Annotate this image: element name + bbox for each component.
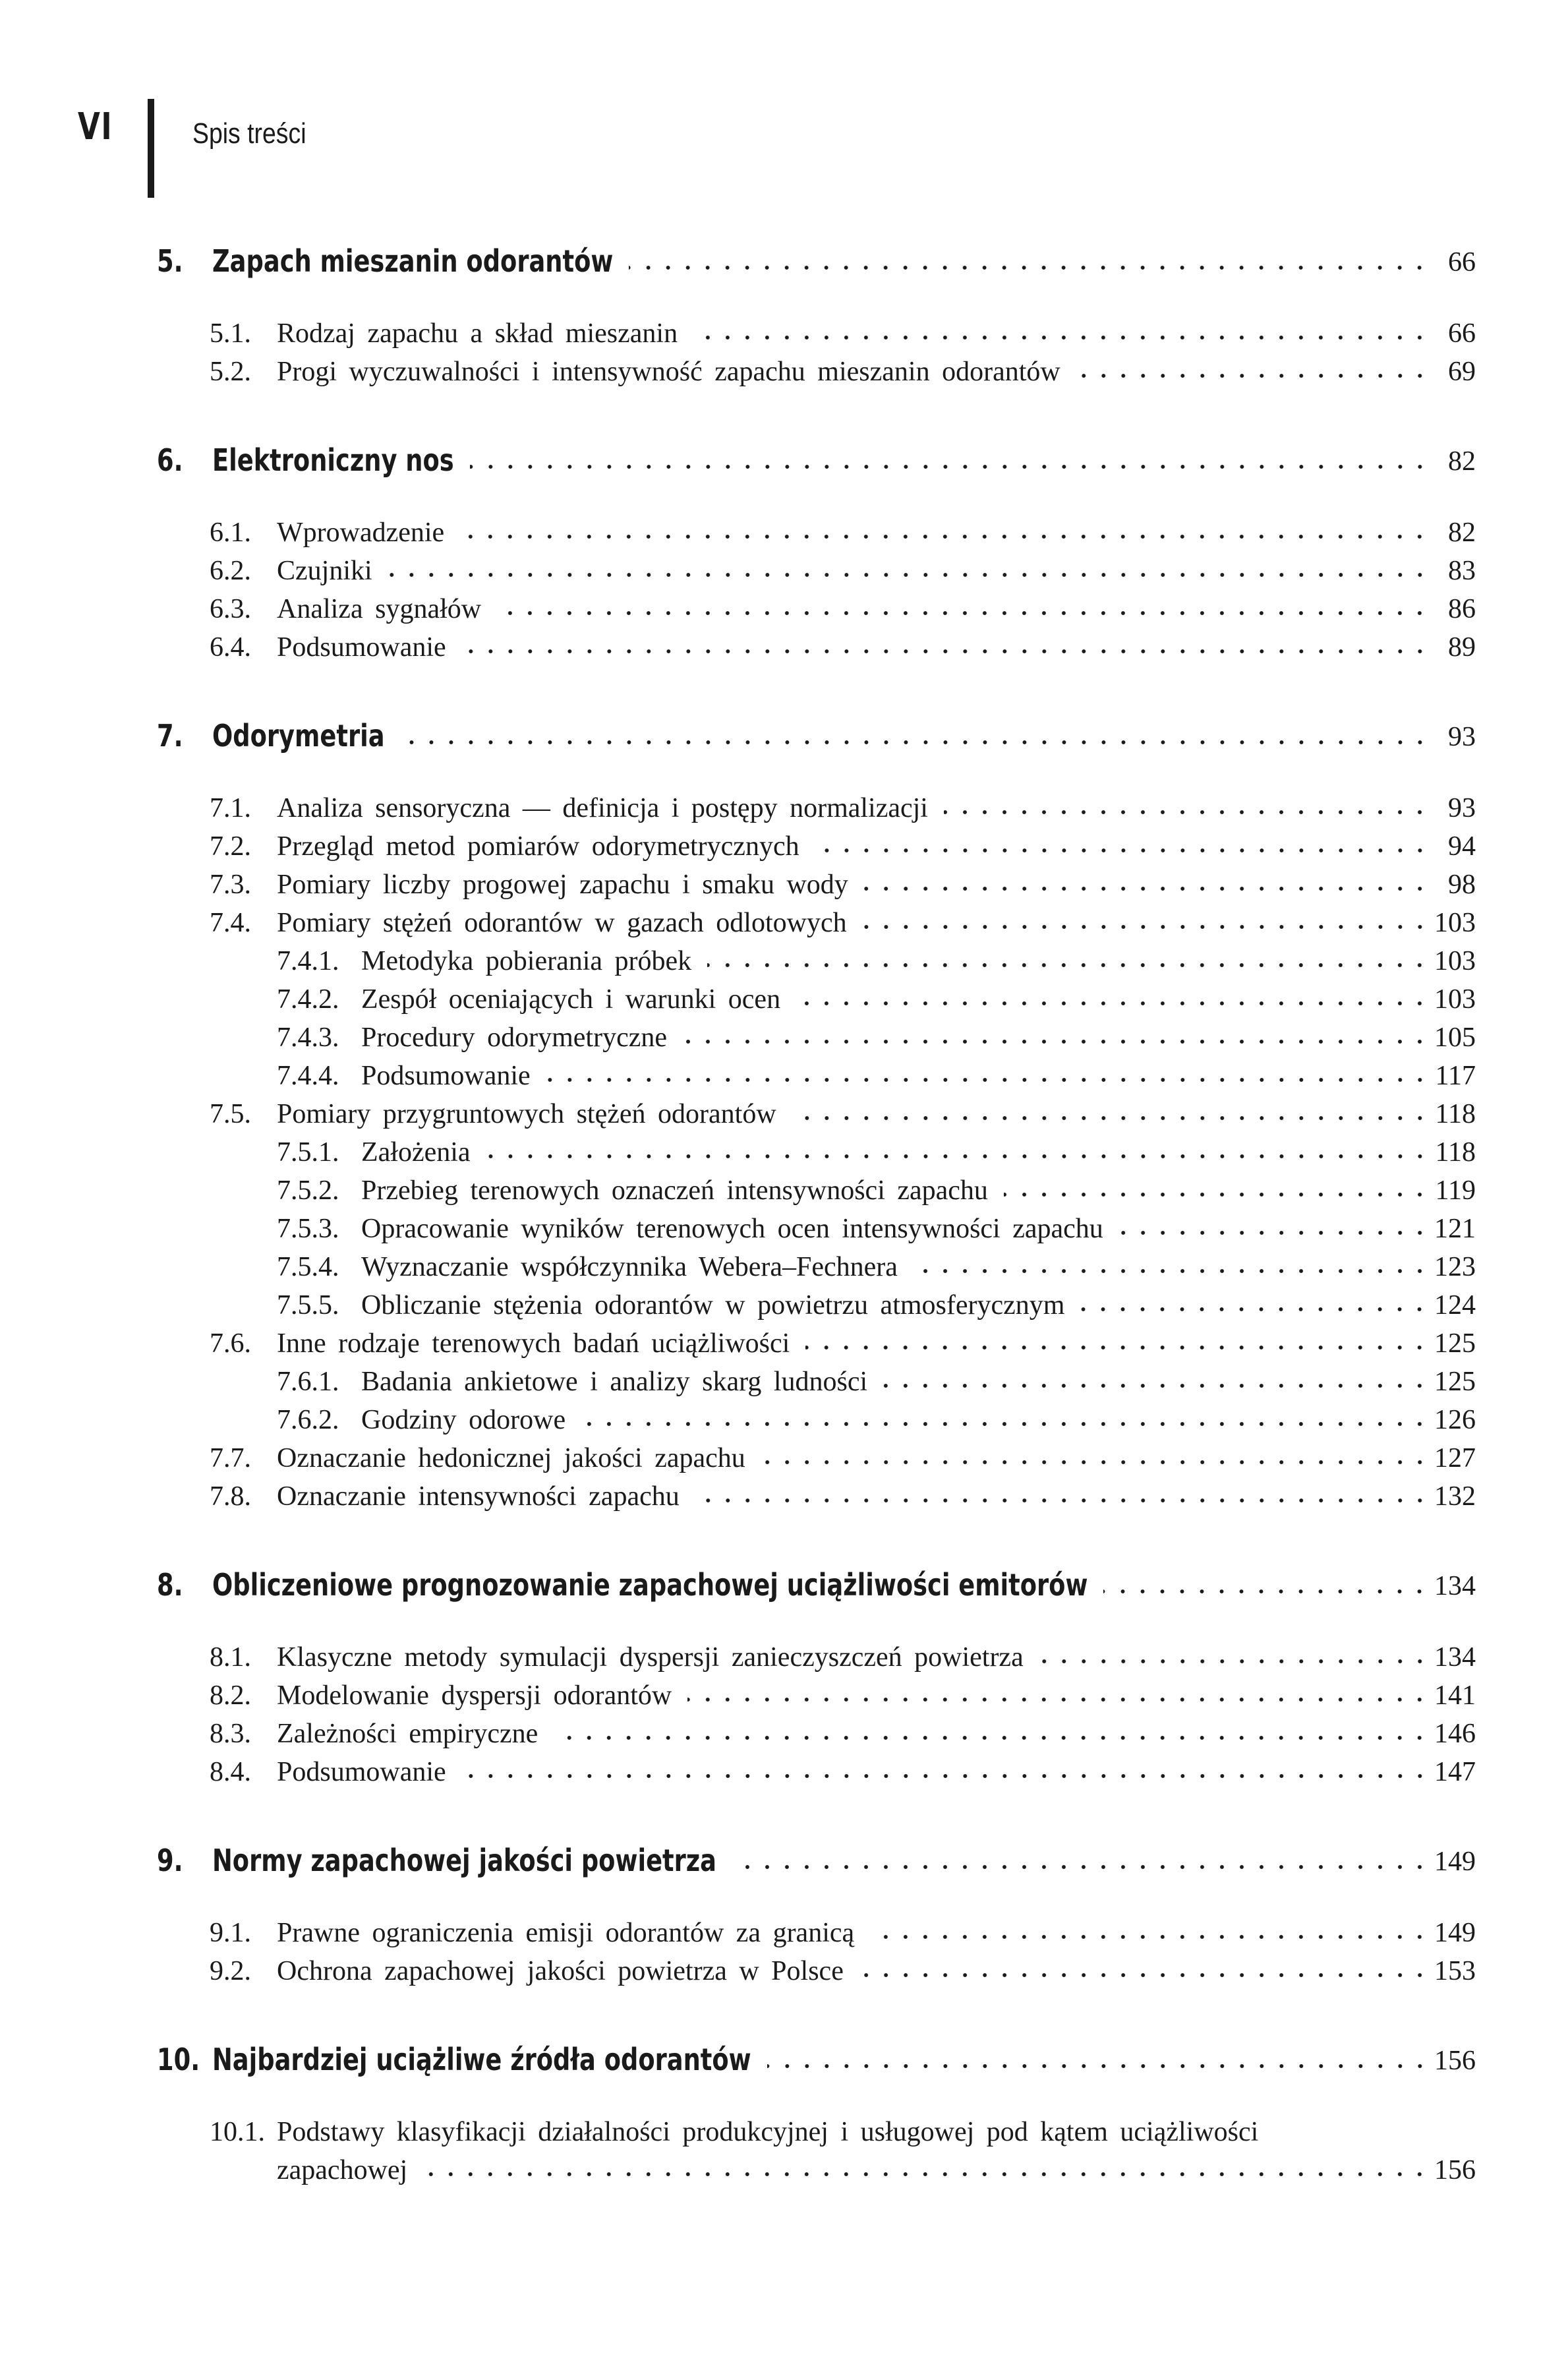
dot-leader [423, 2172, 1430, 2177]
entry-title: Przebieg terenowych oznaczeń intensywności zapachu [361, 1175, 988, 1206]
page-header [0, 0, 1568, 198]
entry-page-number: 117 [1435, 1061, 1476, 1091]
dot-leader [805, 1345, 1430, 1350]
entry-number: 7.3. [210, 870, 251, 900]
entry-title: Zespół oceniających i warunki ocen [361, 984, 781, 1015]
entry-title: Klasyczne metody symulacji dyspersji zanieczyszczeń powietrza [277, 1642, 1024, 1673]
toc-entry[interactable] [0, 1247, 1568, 1286]
dot-leader [796, 1001, 1430, 1006]
entry-page-number: 153 [1434, 1956, 1476, 1986]
toc-chapter-10 [0, 2036, 1568, 2189]
entry-number: 7.5.5. [277, 1290, 339, 1320]
entry-number: 9.1. [210, 1918, 251, 1948]
entry-title: Analiza sensoryczna — definicja i postępy normalizacji [277, 793, 928, 823]
entry-page-number: 134 [1434, 1642, 1476, 1673]
dot-leader [546, 1077, 1430, 1082]
dot-leader [1076, 373, 1430, 378]
toc-entry[interactable] [0, 1018, 1568, 1056]
dot-leader [732, 1864, 1430, 1870]
dot-leader [883, 1383, 1430, 1388]
dot-leader [497, 610, 1430, 616]
entry-title: Modelowanie dyspersji odorantów [277, 1680, 672, 1711]
toc-entry[interactable] [0, 1400, 1568, 1438]
toc-chapter-heading[interactable] [0, 1837, 1568, 1889]
toc-entry[interactable] [0, 1477, 1568, 1515]
chapter-page-number: 93 [1448, 722, 1476, 752]
entry-title: Inne rodzaje terenowych badań uciążliwości [277, 1328, 790, 1359]
dot-leader [863, 924, 1430, 930]
entry-number: 5.1. [210, 318, 251, 349]
dot-leader [792, 1115, 1430, 1121]
toc-entry[interactable] [0, 551, 1568, 589]
entry-title: Oznaczanie hedonicznej jakości zapachu [277, 1443, 745, 1473]
entry-page-number: 124 [1434, 1290, 1476, 1320]
toc-entry[interactable] [0, 352, 1568, 390]
entry-page-number: 69 [1448, 357, 1476, 387]
entry-page-number: 93 [1448, 793, 1476, 823]
entry-number: 7.4.4. [277, 1061, 339, 1091]
entry-number: 7.4. [210, 908, 251, 938]
dot-leader [629, 265, 1430, 270]
toc-entry[interactable] [0, 1676, 1568, 1714]
entry-title: Progi wyczuwalności i intensywność zapachu mieszanin odorantów [277, 357, 1060, 387]
entry-number: 5.2. [210, 357, 251, 387]
toc-entry[interactable] [0, 980, 1568, 1018]
entry-title: Badania ankietowe i analizy skarg ludności [361, 1367, 868, 1397]
chapter-title: Zapach mieszanin odorantów [212, 243, 614, 279]
chapter-number: 5. [157, 243, 183, 279]
dot-leader [687, 1697, 1430, 1702]
entry-page-number: 103 [1434, 946, 1476, 976]
entry-title: Procedury odorymetryczne [361, 1023, 667, 1053]
chapter-page-number: 149 [1434, 1847, 1476, 1877]
toc-entry[interactable] [0, 1209, 1568, 1247]
entry-page-number: 98 [1448, 870, 1476, 900]
chapter-page-number: 82 [1448, 446, 1476, 477]
dot-leader [581, 1421, 1430, 1427]
dot-leader [683, 1039, 1430, 1044]
table-of-contents [0, 237, 1568, 2189]
entry-title: Ochrona zapachowej jakości powietrza w Polsce [277, 1956, 844, 1986]
toc-entry[interactable] [0, 1286, 1568, 1324]
entry-page-number: 132 [1434, 1481, 1476, 1512]
dot-leader [914, 1268, 1430, 1274]
entry-title: Założenia [361, 1137, 471, 1168]
toc-chapter-heading[interactable] [0, 712, 1568, 765]
entry-page-number: 141 [1434, 1680, 1476, 1711]
entry-number: 6.2. [210, 556, 251, 586]
entry-title: Podsumowanie [277, 1757, 446, 1787]
entry-number: 6.4. [210, 632, 251, 663]
toc-chapter-7 [0, 712, 1568, 1515]
entry-title: Metodyka pobierania próbek [361, 946, 692, 976]
entry-page-number: 146 [1434, 1719, 1476, 1749]
entry-number: 7.6.1. [277, 1367, 339, 1397]
entry-number: 9.2. [210, 1956, 251, 1986]
entry-title: Opracowanie wyników terenowych ocen intensywności zapachu [361, 1214, 1103, 1244]
toc-entry[interactable] [0, 788, 1568, 827]
entry-page-number: 82 [1448, 518, 1476, 548]
dot-leader [859, 1972, 1430, 1978]
entry-title: Czujniki [277, 556, 372, 586]
entry-title-continued: zapachowej [277, 2155, 408, 2185]
entry-number: 7.4.2. [277, 984, 339, 1015]
dot-leader [707, 963, 1430, 968]
entry-title: Obliczanie stężenia odorantów w powietrzu atmosferycznym [361, 1290, 1065, 1320]
dot-leader [767, 2063, 1430, 2069]
entry-page-number: 66 [1448, 318, 1476, 349]
entry-page-number: 121 [1434, 1214, 1476, 1244]
chapter-number: 8. [157, 1567, 183, 1603]
entry-page-number: 86 [1448, 594, 1476, 624]
chapter-title: Normy zapachowej jakości powietrza [212, 1843, 717, 1878]
dot-leader [1103, 1589, 1430, 1594]
toc-entry[interactable] [0, 1913, 1568, 1951]
dot-leader [460, 534, 1430, 539]
entry-number: 7.2. [210, 831, 251, 862]
toc-chapter-heading[interactable] [0, 2036, 1568, 2089]
entry-title: Godziny odorowe [361, 1405, 566, 1435]
entry-page-number: 103 [1434, 908, 1476, 938]
toc-entry[interactable] [0, 865, 1568, 903]
toc-entry[interactable] [0, 1714, 1568, 1752]
dot-leader [1119, 1230, 1430, 1235]
toc-entry[interactable] [0, 1171, 1568, 1209]
dot-leader [693, 335, 1430, 340]
entry-title: Wyznaczanie współczynnika Webera–Fechnera [361, 1252, 898, 1282]
entry-number: 8.1. [210, 1642, 251, 1673]
entry-page-number: 123 [1434, 1252, 1476, 1282]
chapter-title: Obliczeniowe prognozowanie zapachowej uciążliwości emitorów [212, 1567, 1088, 1603]
chapter-title: Najbardziej uciążliwe źródła odorantów [212, 2042, 751, 2077]
dot-leader [870, 1934, 1430, 1940]
toc-chapter-heading[interactable] [0, 237, 1568, 290]
chapter-title: Elektroniczny nos [212, 442, 454, 478]
toc-entry[interactable] [0, 1094, 1568, 1133]
dot-leader [470, 464, 1430, 469]
entry-title: Pomiary stężeń odorantów w gazach odlotowych [277, 908, 847, 938]
toc-entry[interactable] [0, 1752, 1568, 1791]
chapter-number: 9. [157, 1843, 183, 1878]
entry-number: 6.3. [210, 594, 251, 624]
entry-title: Pomiary liczby progowej zapachu i smaku wody [277, 870, 848, 900]
entry-title: Prawne ograniczenia emisji odorantów za granicą [277, 1918, 855, 1948]
dot-leader [462, 649, 1430, 654]
entry-number: 7.6.2. [277, 1405, 339, 1435]
entry-page-number: 125 [1434, 1328, 1476, 1359]
entry-number: 7.1. [210, 793, 251, 823]
entry-page-number: 127 [1434, 1443, 1476, 1473]
entry-number: 8.3. [210, 1719, 251, 1749]
entry-number: 7.7. [210, 1443, 251, 1473]
chapter-page-number: 66 [1448, 247, 1476, 278]
entry-page-number: 89 [1448, 632, 1476, 663]
entry-page-number: 119 [1435, 1175, 1476, 1206]
running-head: Spis treści [192, 117, 306, 150]
toc-entry[interactable] [0, 1133, 1568, 1171]
entry-number: 7.4.1. [277, 946, 339, 976]
entry-page-number: 105 [1434, 1023, 1476, 1053]
dot-leader [388, 572, 1430, 578]
chapter-title: Odorymetria [212, 718, 385, 754]
entry-page-number: 94 [1448, 831, 1476, 862]
entry-title: Podsumowanie [277, 632, 446, 663]
toc-entry[interactable] [0, 513, 1568, 551]
dot-leader [1039, 1659, 1430, 1664]
dot-leader [1004, 1192, 1430, 1197]
toc-entry[interactable] [0, 628, 1568, 666]
entry-title: Rodzaj zapachu a skład mieszanin [277, 318, 678, 349]
toc-entry[interactable] [0, 314, 1568, 352]
toc-entry[interactable] [0, 589, 1568, 628]
entry-number: 7.6. [210, 1328, 251, 1359]
toc-entry[interactable] [0, 2112, 1568, 2189]
toc-entry[interactable] [0, 1638, 1568, 1676]
entry-number: 10.1. [210, 2117, 265, 2147]
entry-page-number: 83 [1448, 556, 1476, 586]
entry-page-number: 118 [1435, 1137, 1476, 1168]
entry-number: 7.5.1. [277, 1137, 339, 1168]
page-number: VI [78, 105, 113, 148]
toc-chapter-heading[interactable] [0, 436, 1568, 489]
toc-entry[interactable] [0, 827, 1568, 865]
entry-title: Analiza sygnałów [277, 594, 482, 624]
chapter-number: 6. [157, 442, 183, 478]
entry-title: Oznaczanie intensywności zapachu [277, 1481, 680, 1512]
toc-entry[interactable] [0, 941, 1568, 980]
entry-number: 7.5.4. [277, 1252, 339, 1282]
entry-title: Podstawy klasyfikacji działalności produkcyjnej i usługowej pod kątem uciążliwości [277, 2117, 1259, 2147]
chapter-page-number: 156 [1434, 2046, 1476, 2076]
chapter-number: 7. [157, 718, 183, 754]
toc-entry[interactable] [0, 1438, 1568, 1477]
toc-chapter-6 [0, 436, 1568, 666]
toc-entry[interactable] [0, 1362, 1568, 1400]
entry-page-number: 147 [1434, 1757, 1476, 1787]
entry-number: 6.1. [210, 518, 251, 548]
entry-number: 7.8. [210, 1481, 251, 1512]
entry-number: 7.5.3. [277, 1214, 339, 1244]
dot-leader [695, 1498, 1430, 1503]
dot-leader [815, 848, 1430, 853]
entry-page-number: 125 [1434, 1367, 1476, 1397]
entry-title: Wprowadzenie [277, 518, 445, 548]
dot-leader [864, 886, 1430, 891]
dot-leader [401, 740, 1430, 745]
toc-chapter-5 [0, 237, 1568, 390]
chapter-page-number: 134 [1434, 1571, 1476, 1601]
entry-page-number: 156 [1434, 2155, 1476, 2185]
toc-entry[interactable] [0, 903, 1568, 941]
entry-page-number: 149 [1434, 1918, 1476, 1948]
entry-number: 7.5.2. [277, 1175, 339, 1206]
dot-leader [761, 1460, 1430, 1465]
entry-title: Zależności empiryczne [277, 1719, 538, 1749]
entry-number: 7.4.3. [277, 1023, 339, 1053]
toc-chapter-8 [0, 1561, 1568, 1791]
dot-leader [462, 1773, 1430, 1779]
entry-title: Przegląd metod pomiarów odorymetrycznych [277, 831, 799, 862]
dot-leader [1080, 1307, 1430, 1312]
toc-entry[interactable] [0, 1324, 1568, 1362]
entry-page-number: 118 [1435, 1099, 1476, 1129]
toc-chapter-9 [0, 1837, 1568, 1990]
header-divider [148, 99, 154, 198]
entry-number: 8.4. [210, 1757, 251, 1787]
entry-number: 8.2. [210, 1680, 251, 1711]
dot-leader [486, 1154, 1430, 1159]
toc-chapter-heading[interactable] [0, 1561, 1568, 1614]
dot-leader [554, 1735, 1430, 1740]
dot-leader [944, 810, 1430, 815]
toc-entry[interactable] [0, 1951, 1568, 1990]
entry-number: 7.5. [210, 1099, 251, 1129]
toc-entry[interactable] [0, 1056, 1568, 1094]
entry-title: Pomiary przygruntowych stężeń odorantów [277, 1099, 776, 1129]
entry-page-number: 126 [1434, 1405, 1476, 1435]
chapter-number: 10. [157, 2042, 200, 2077]
entry-title: Podsumowanie [361, 1061, 531, 1091]
entry-page-number: 103 [1434, 984, 1476, 1015]
